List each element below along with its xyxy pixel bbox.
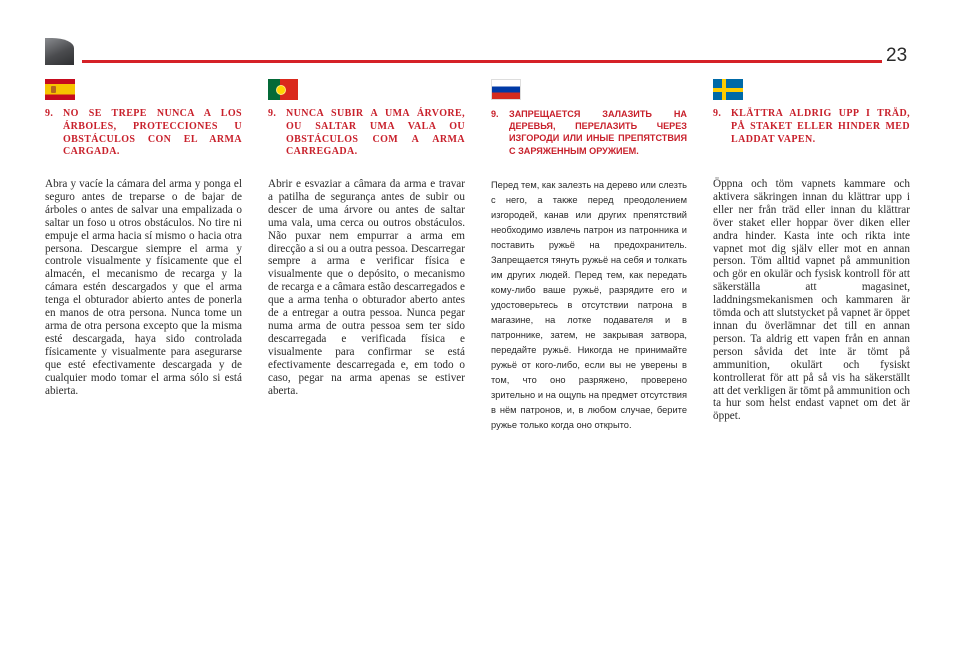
warning-heading-es: [45, 108, 242, 159]
warning-heading-ru: [491, 108, 687, 157]
warning-heading-se: [713, 108, 910, 146]
warning-text-pt: NUNCA SUBIR A UMA ÁRVORE, OU SALTAR UMA VALA OU OBSTÁCULOS COM A ARMA CARREGADA.: [286, 108, 465, 158]
spain-flag-icon: [45, 79, 75, 100]
sweden-flag-icon: [713, 79, 743, 100]
brand-logo-mark: [45, 38, 74, 65]
russia-flag-icon: [491, 79, 521, 100]
column-ru: [491, 79, 687, 157]
warning-text-se: KLÄTTRA ALDRIG UPP I TRÄD, PÅ STAKET ELLER HINDER MED LADDAT VAPEN.: [731, 108, 910, 145]
warning-number-ru: 9.: [491, 109, 499, 119]
body-text-pt: Abrir e esvaziar a câmara da arma e travar a patilha de segurança antes de subir ou descer de uma árvore ou antes de saltar uma vala, uma cerca ou outros obstáculos. Não puxar nem empurrar a arma em direcção a si ou a outra pessoa. Descarregar sempre a arma e verificar física e visualmente que o depósito, o mecanismo de recarga e a câmara estão descarregados e que a arma tenha o obturador aberto antes de a entregar a outra pessoa. Nunca pegar numa arma de outra pessoa sem ter sido descarregada e verificada física e visualmente para confirmar se está efectivamente descarregada e, em todo o caso, pegar na arma apenas se estiver aberta.: [268, 178, 465, 397]
body-text-se: Öppna och töm vapnets kammare och aktivera säkringen innan du klättrar upp i eller ner från träd eller innan du klättrar över staket eller hoppar över diken eller andra hinder. Kasta inte och rikta inte vapnet mot dig själv eller mot en annan person. Töm alltid vapnet på ammunition och gör en okulär och fysisk kontroll för att säkerställa att magasinet, laddningsmekanismen och kammaren är tömda och att slutstycket på vapnet är öppet innan du överlämnar det till en annan person. Ta aldrig ett vapen från en annan person såvida det inte är tömt på ammunition, okulärt och fysiskt kontrollerat för att på så vis ha säkerställt att det verkligen är tömt på ammunition och ta hur som helst endast vapnet om det är öppet.: [713, 178, 910, 423]
body-text-ru: Перед тем, как залезть на дерево или слезть с него, а также перед преодолением изгородей, канав или других препятствий необходимо извлечь патрон из патронника и поставить ружьё на предохранитель. Запрещается тянуть ружьё на себя и толкать им других людей. Перед тем, как передать кому-либо ваше ружьё, разрядите его и удостоверьтесь в отсутствии патрона в магазине, на лотке подавателя и в патроннике, затем, не закрывая затвора, передайте ружьё. Никогда не принимайте ружьё от кого-либо, если вы не уверены в том, что оно разряжено, проверено зрительно и на ощупь на предмет отсутствия в нём патронов, и, в любом случае, берите ружье только когда оно открыто.: [491, 180, 687, 430]
warning-number-pt: 9.: [268, 108, 277, 119]
warning-text-ru: ЗАПРЕЩАЕТСЯ ЗАЛАЗИТЬ НА ДЕРЕВЬЯ, ПЕРЕЛАЗИТЬ ЧЕРЕЗ ИЗГОРОДИ ИЛИ ИНЫЕ ПРЕПЯТСТВИЯ С ЗАРЯЖЕННЫМ ОРУЖИЕМ.: [509, 109, 687, 156]
portugal-flag-icon: [268, 79, 298, 100]
header-rule: [82, 60, 882, 63]
warning-number-es: 9.: [45, 108, 54, 119]
column-pt: [268, 79, 465, 159]
warning-text-es: NO SE TREPE NUNCA A LOS ÁRBOLES, PROTECCIONES U OBSTÁCULOS CON EL ARMA CARGADA.: [63, 108, 242, 158]
body-text-es: Abra y vacíe la cámara del arma y ponga el seguro antes de treparse o de bajar de árboles o antes de salvar una empalizada o saltar un foso u otros obstáculos. No tire ni empuje el arma hacia sí mismo o hacia otra persona. Descargue siempre el arma y controle visualmente y físicamente que el almacén, el mecanismo de recarga y la cámara estén descargados y que el arma tenga el obturador abierto antes de ponerla en manos de otra persona. Nunca tome un arma de otra persona excepto que la misma esté descargada, haya sido controlada físicamente y visualmente para asegurarse que esté efectivamente descargada y de cualquier modo tomar el arma sólo si está abierta.: [45, 178, 242, 397]
warning-number-se: 9.: [713, 108, 722, 119]
column-es: [45, 79, 242, 159]
warning-heading-pt: [268, 108, 465, 159]
column-se: [713, 79, 910, 146]
page-number: 23: [886, 45, 908, 66]
